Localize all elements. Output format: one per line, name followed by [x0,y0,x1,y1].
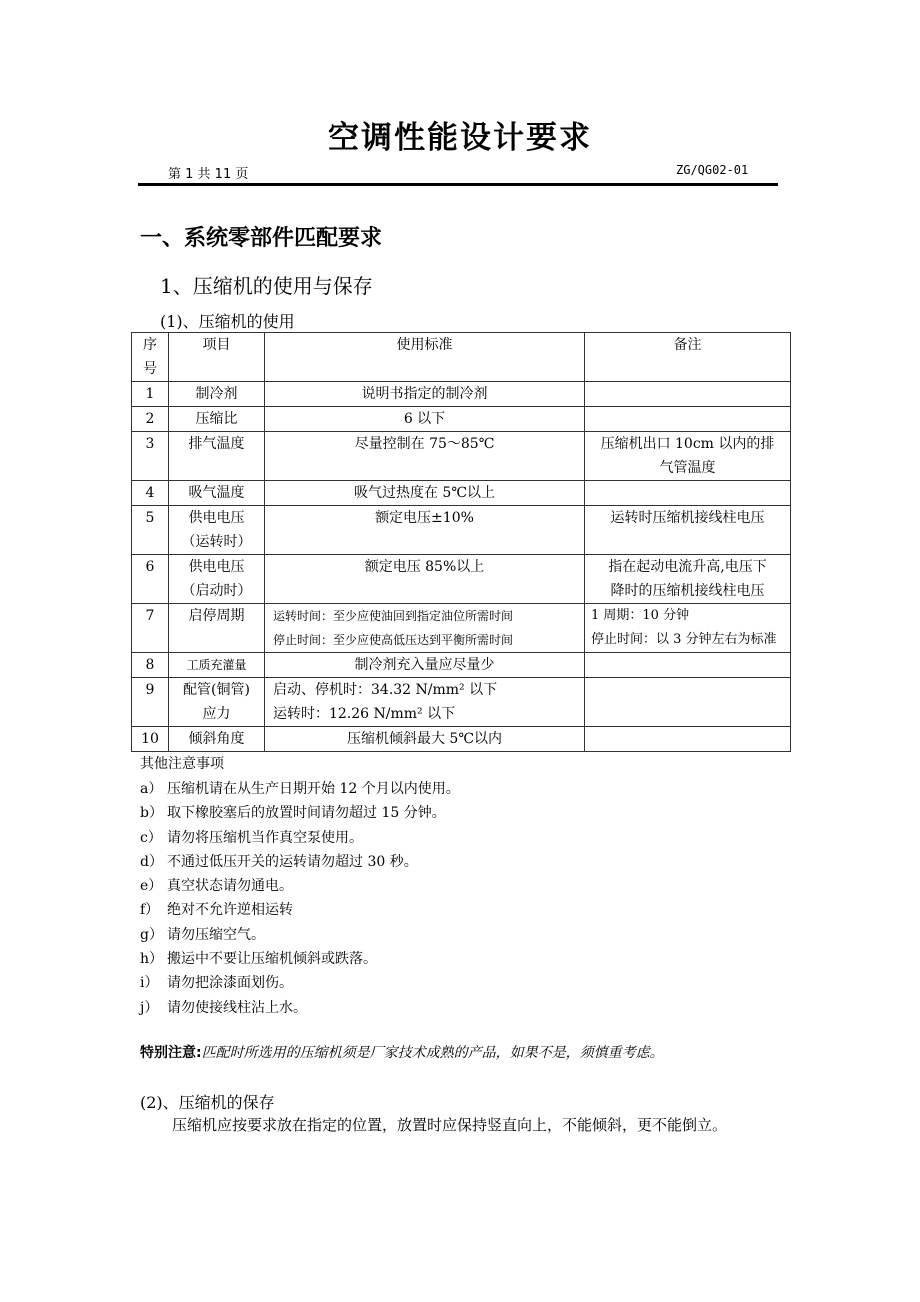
list-item [140,874,460,898]
list-text: 取下橡胶塞后的放置时间请勿超过 15 分钟。 [167,805,446,822]
cell-item: 供电电压 （运转时） [169,506,265,555]
cell-item: 排气温度 [169,432,265,481]
table-row [132,555,791,604]
cell-standard: 额定电压±10% [265,506,585,555]
document-code: ZG/QG02-01 [676,163,749,177]
list-text: 请勿把涂漆面划伤。 [167,975,293,992]
cell-standard: 制冷剂充入量应尽量少 [265,653,585,678]
list-marker: a） [140,781,163,797]
list-text: 搬运中不要让压缩机倾斜或跌落。 [167,951,377,968]
list-marker: i） [140,975,159,992]
cell-remark: 压缩机出口 10cm 以内的排 气管温度 [585,432,791,481]
cell-standard: 运转时间：至少应使油回到指定油位所需时间 停止时间：至少应使高低压达到平衡所需时间 [265,604,585,653]
list-item [140,826,460,850]
header-standard: 使用标准 [265,333,585,382]
cell-remark [585,407,791,432]
document-title: 空调性能设计要求 [328,120,592,156]
list-text: 不通过低压开关的运转请勿超过 30 秒。 [167,853,418,870]
cell-remark [585,382,791,407]
list-marker: d） [140,853,163,870]
special-note [140,1042,664,1062]
header-item: 项目 [169,333,265,382]
cell-no: 7 [132,604,169,653]
subsubsection-heading: (1)、压缩机的使用 [160,312,295,331]
cell-item: 倾斜角度 [169,727,265,752]
cell-item: 吸气温度 [169,481,265,506]
special-note-text: 匹配时所选用的压缩机须是厂家技术成熟的产品，如果不是，须慎重考虑。 [201,1045,664,1061]
list-item [140,923,460,947]
table-row [132,407,791,432]
cell-standard: 压缩机倾斜最大 5℃以内 [265,727,585,752]
list-marker: c） [140,829,162,846]
list-item [140,947,460,971]
notes-title: 其他注意事项 [140,756,224,772]
cell-no: 2 [132,407,169,432]
table-row [132,604,791,653]
cell-item: 压缩比 [169,407,265,432]
list-text: 压缩机请在从生产日期开始 12 个月以内使用。 [167,781,460,797]
list-text: 真空状态请勿通电。 [167,878,293,895]
table-header-row [132,333,791,382]
list-text: 绝对不允许逆相运转 [167,902,293,919]
cell-remark: 指在起动电流升高,电压下 降时的压缩机接线柱电压 [585,555,791,604]
cell-standard: 启动、停机时：34.32 N/mm² 以下 运转时：12.26 N/mm² 以下 [265,678,585,727]
cell-no: 8 [132,653,169,678]
cell-item: 工质充灌量 [169,653,265,678]
cell-standard: 尽量控制在 75～85℃ [265,432,585,481]
list-marker: b） [140,805,163,822]
cell-standard: 额定电压 85%以上 [265,555,585,604]
special-note-label: 特别注意: [140,1045,202,1061]
table-row [132,678,791,727]
header-remark: 备注 [585,333,791,382]
table-row [132,382,791,407]
page-info: 第 1 共 11 页 [168,167,249,182]
table-row [132,481,791,506]
list-marker: e） [140,878,163,895]
cell-remark [585,727,791,752]
list-item [140,971,460,995]
table-row [132,506,791,555]
notes-list [140,777,460,1020]
cell-standard: 吸气过热度在 5℃以上 [265,481,585,506]
cell-no: 6 [132,555,169,604]
compressor-usage-table [131,332,791,752]
list-marker: f） [140,902,160,919]
table-row [132,727,791,752]
list-item [140,996,460,1020]
cell-item: 配管(铜管) 应力 [169,678,265,727]
cell-remark [585,481,791,506]
header-no-line2: 号 [143,361,157,377]
cell-item: 制冷剂 [169,382,265,407]
cell-remark: 1 周期：10 分钟 停止时间：以 3 分钟左右为标准 [585,604,791,653]
cell-no: 5 [132,506,169,555]
cell-standard: 6 以下 [265,407,585,432]
cell-no: 9 [132,678,169,727]
section-heading: 一、系统零部件匹配要求 [140,226,383,251]
header-no [132,333,169,382]
cell-item: 供电电压 （启动时） [169,555,265,604]
storage-paragraph: 压缩机应按要求放在指定的位置，放置时应保持竖直向上，不能倾斜，更不能倒立。 [172,1116,728,1134]
cell-no: 1 [132,382,169,407]
cell-remark: 运转时压缩机接线柱电压 [585,506,791,555]
list-item [140,801,460,825]
table-row [132,432,791,481]
cell-standard: 说明书指定的制冷剂 [265,382,585,407]
table-row [132,653,791,678]
cell-item: 启停周期 [169,604,265,653]
storage-heading: (2)、压缩机的保存 [140,1093,275,1112]
list-item [140,898,460,922]
header-no-line1: 序 [143,337,157,353]
list-text: 请勿压缩空气。 [167,926,265,943]
list-marker: h） [140,951,164,968]
cell-no: 3 [132,432,169,481]
list-marker: g） [140,926,163,943]
list-item [140,777,460,801]
cell-no: 10 [132,727,169,752]
list-text: 请勿使接线柱沾上水。 [167,999,307,1016]
list-item [140,850,460,874]
cell-remark [585,678,791,727]
header-rule [138,183,778,186]
list-marker: j） [140,999,159,1016]
cell-no: 4 [132,481,169,506]
cell-remark [585,653,791,678]
list-text: 请勿将压缩机当作真空泵使用。 [167,829,363,846]
subsection-heading: 1、压缩机的使用与保存 [160,274,373,298]
